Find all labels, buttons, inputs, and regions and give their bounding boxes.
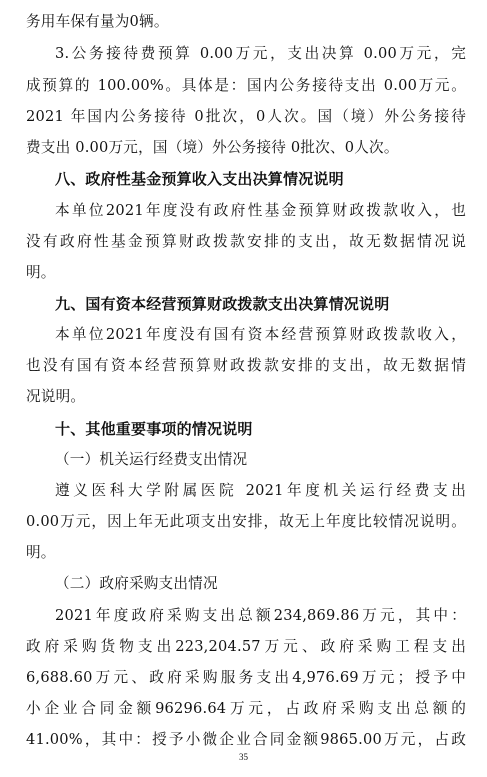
section-heading: 九、国有资本经营预算财政拨款支出决算情况说明 xyxy=(55,295,390,313)
paragraph-line: （二）政府采购支出情况 xyxy=(55,575,218,592)
paragraph-line: 也没有国有资本经营预算财政拨款安排的支出，故无数据情 xyxy=(26,357,466,374)
section-heading: 八、政府性基金预算收入支出决算情况说明 xyxy=(55,170,344,188)
paragraph-line: 3.公务接待费预算 0.00万元，支出决算 0.00万元，完 xyxy=(55,45,466,62)
paragraph-line: 2021年度政府采购支出总额234,869.86万元，其中： xyxy=(55,607,466,624)
paragraph-line: 明。 xyxy=(26,264,56,281)
paragraph-line: 没有政府性基金预算财政拨款安排的支出，故无数据情况说 xyxy=(26,233,466,250)
paragraph-line: 遵义医科大学附属医院 2021年度机关运行经费支出 xyxy=(55,482,466,499)
paragraph-line: 本单位2021年度没有国有资本经营预算财政拨款收入， xyxy=(55,326,466,343)
paragraph-line: 2021 年国内公务接待 0批次，0人次。国（境）外公务接待 xyxy=(26,108,466,125)
paragraph-line: 0.00万元，因上年无此项支出安排，故无上年度比较情况说明。 xyxy=(26,513,466,530)
paragraph-line: 小企业合同金额96296.64万元，占政府采购支出总额的 xyxy=(26,700,466,717)
paragraph-line: 41.00%，其中：授予小微企业合同金额9865.00万元，占政 xyxy=(26,731,466,748)
paragraph-line: 6,688.60万元、政府采购服务支出4,976.69万元；授予中 xyxy=(26,669,466,686)
paragraph-line: 务用车保有量为0辆。 xyxy=(26,13,169,30)
section-heading: 十、其他重要事项的情况说明 xyxy=(55,420,253,438)
paragraph-line: 政府采购货物支出223,204.57万元、政府采购工程支出 xyxy=(26,638,466,655)
paragraph-line: （一）机关运行经费支出情况 xyxy=(55,451,248,468)
paragraph-line: 本单位2021年度没有政府性基金预算财政拨款收入，也 xyxy=(55,202,466,219)
paragraph-line: 成预算的 100.00%。具体是：国内公务接待支出 0.00万元。 xyxy=(26,77,466,94)
paragraph-line: 费支出 0.00万元，国（境）外公务接待 0批次、0人次。 xyxy=(26,139,399,156)
page-number: 35 xyxy=(239,752,248,762)
paragraph-line: 况说明。 xyxy=(26,388,86,405)
paragraph-line: 明。 xyxy=(26,544,56,561)
